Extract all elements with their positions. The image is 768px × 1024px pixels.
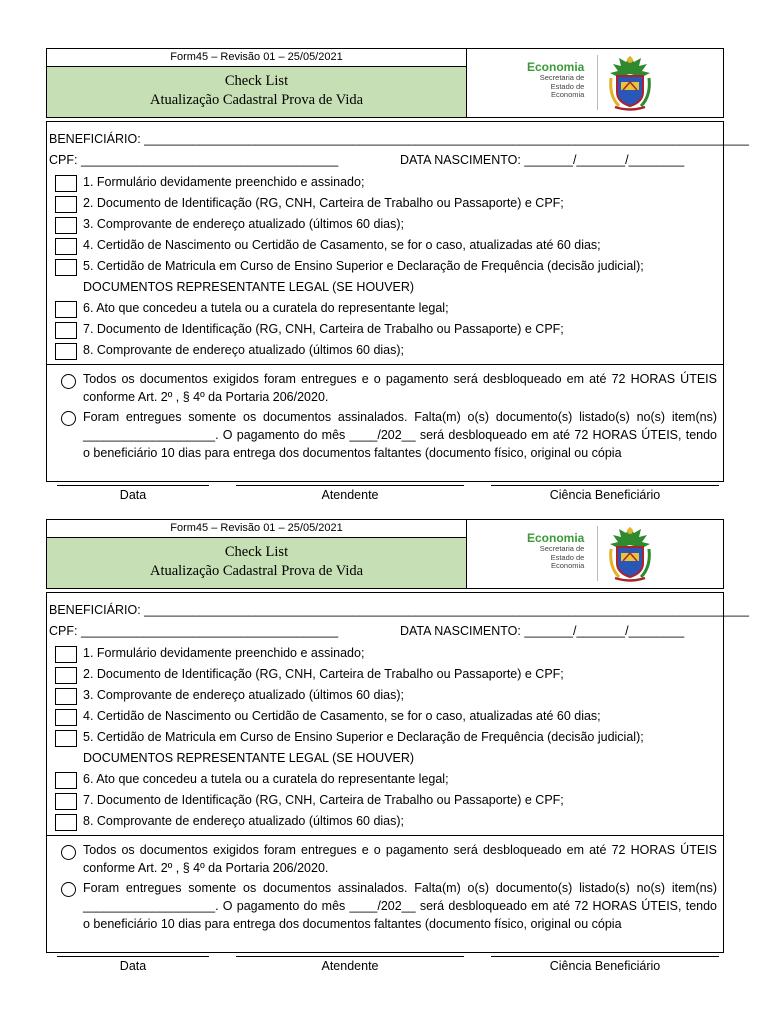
checklist-item-label: 6. Ato que concedeu a tutela ou a curatela do representante legal;: [83, 301, 449, 315]
checklist-item-label: 4. Certidão de Nascimento ou Certidão de Casamento, se for o caso, atualizadas até 60 dias;: [83, 709, 601, 723]
header-logo-box: [465, 519, 724, 589]
checkbox-item-8[interactable]: [55, 343, 77, 360]
birthdate-field[interactable]: DATA NASCIMENTO: _______/_______/________: [400, 153, 685, 167]
option-partial-delivered-text: Foram entregues somente os documentos assinalados. Falta(m) o(s) documento(s) listado(s) no(s) item(ns) ___________________. O pagamento do mês ____/202__ será desbloqueado em até 72 HORAS ÚTEIS, tendo o beneficiário 10 dias para entrega dos documentos faltantes (documento físico, original ou cópia: [83, 410, 717, 460]
checkbox-item-7[interactable]: [55, 793, 77, 810]
logo-sub-1: Secretaria de: [539, 73, 585, 82]
option-all-delivered-radio[interactable]: [61, 845, 76, 860]
confirmation-section: [47, 365, 723, 502]
form-title: [47, 67, 466, 117]
logo-sub-2: Estado de: [550, 552, 585, 562]
checkbox-item-1[interactable]: [55, 646, 77, 663]
checkbox-item-5[interactable]: [55, 259, 77, 276]
signature-line-atendente: [236, 956, 464, 957]
option-partial-delivered-text: Foram entregues somente os documentos assinalados. Falta(m) o(s) documento(s) listado(s) no(s) item(ns) ___________________. O pagamento do mês ____/202__ será desbloqueado em até 72 HORAS ÚTEIS, tendo o beneficiário 10 dias para entrega dos documentos faltantes (documento físico, original ou cópia: [83, 881, 717, 931]
checkbox-item-7[interactable]: [55, 322, 77, 339]
state-crest-icon: [605, 523, 655, 585]
signature-label-ciencia: Ciência Beneficiário: [549, 488, 661, 502]
state-crest-icon: [605, 52, 655, 114]
header-title-box: [46, 48, 467, 118]
signature-line-data: [57, 956, 209, 957]
checkbox-item-1[interactable]: [55, 175, 77, 192]
beneficiario-field[interactable]: BENEFICIÁRIO: _______________________________________________________________________________________: [49, 603, 749, 617]
option-partial-delivered-radio[interactable]: [61, 411, 76, 426]
checklist-item-label: 4. Certidão de Nascimento ou Certidão de Casamento, se for o caso, atualizadas até 60 dias;: [83, 238, 601, 252]
checkbox-item-6[interactable]: [55, 772, 77, 789]
cpf-field[interactable]: CPF: _____________________________________: [49, 153, 339, 167]
legal-representative-heading: DOCUMENTOS REPRESENTANTE LEGAL (SE HOUVER): [83, 280, 415, 294]
option-all-delivered-text: Todos os documentos exigidos foram entregues e o pagamento será desbloqueado em até 72 HORAS ÚTEIS conforme Art. 2º , § 4º da Portaria 206/2020.: [83, 843, 717, 875]
title-line-2: Atualização Cadastral Prova de Vida: [149, 92, 364, 108]
logo-sub-3: Economia: [551, 90, 585, 99]
checklist-item-label: 1. Formulário devidamente preenchido e assinado;: [83, 646, 365, 660]
option-all-delivered-radio[interactable]: [61, 374, 76, 389]
logo-name: Economia: [527, 531, 585, 545]
form-header: [46, 519, 724, 589]
checklist-item-label: 7. Documento de Identificação (RG, CNH, Carteira de Trabalho ou Passaporte) e CPF;: [83, 322, 564, 336]
checklist-item-label: 3. Comprovante de endereço atualizado (últimos 60 dias);: [83, 688, 405, 702]
checklist-item-label: 5. Certidão de Matricula em Curso de Ensino Superior e Declaração de Frequência (decisão judicial);: [83, 259, 644, 273]
signature-label-atendente: Atendente: [321, 488, 379, 502]
checkbox-item-2[interactable]: [55, 667, 77, 684]
economia-logo: [527, 532, 584, 571]
checkbox-item-2[interactable]: [55, 196, 77, 213]
birthdate-field[interactable]: DATA NASCIMENTO: _______/_______/________: [400, 624, 685, 638]
signature-label-ciencia: Ciência Beneficiário: [549, 959, 661, 973]
checklist-item-label: 5. Certidão de Matricula em Curso de Ensino Superior e Declaração de Frequência (decisão judicial);: [83, 730, 644, 744]
checkbox-item-3[interactable]: [55, 217, 77, 234]
checklist-item-label: 8. Comprovante de endereço atualizado (últimos 60 dias);: [83, 343, 405, 357]
checklist-item-label: 2. Documento de Identificação (RG, CNH, Carteira de Trabalho ou Passaporte) e CPF;: [83, 196, 564, 210]
header-logo-box: [465, 48, 724, 118]
checkbox-item-3[interactable]: [55, 688, 77, 705]
economia-logo: [527, 61, 584, 100]
form-header: [46, 48, 724, 118]
form-body: [46, 121, 749, 502]
form-body: [46, 592, 749, 973]
signature-label-atendente: Atendente: [321, 959, 379, 973]
signature-line-ciencia: [491, 485, 719, 486]
logo-divider: [597, 55, 598, 110]
signature-line-ciencia: [491, 956, 719, 957]
revision-label: Form45 – Revisão 01 – 25/05/2021: [47, 520, 466, 538]
checklist-item-label: 6. Ato que concedeu a tutela ou a curatela do representante legal;: [83, 772, 449, 786]
title-line-2: Atualização Cadastral Prova de Vida: [149, 563, 364, 579]
checklist-item-label: 2. Documento de Identificação (RG, CNH, Carteira de Trabalho ou Passaporte) e CPF;: [83, 667, 564, 681]
title-line-1: Check List: [224, 73, 289, 89]
form-title: [47, 538, 466, 588]
logo-sub-2: Estado de: [550, 81, 585, 91]
logo-sub-1: Secretaria de: [539, 544, 585, 553]
checkbox-item-8[interactable]: [55, 814, 77, 831]
beneficiario-field[interactable]: BENEFICIÁRIO: _______________________________________________________________________________________: [49, 132, 749, 146]
legal-representative-heading: DOCUMENTOS REPRESENTANTE LEGAL (SE HOUVER): [83, 751, 415, 765]
checklist-item-label: 3. Comprovante de endereço atualizado (últimos 60 dias);: [83, 217, 405, 231]
checkbox-item-4[interactable]: [55, 709, 77, 726]
checklist-item-label: 1. Formulário devidamente preenchido e assinado;: [83, 175, 365, 189]
checkbox-item-5[interactable]: [55, 730, 77, 747]
cpf-field[interactable]: CPF: _____________________________________: [49, 624, 339, 638]
checkbox-item-4[interactable]: [55, 238, 77, 255]
logo-divider: [597, 526, 598, 581]
option-partial-delivered-radio[interactable]: [61, 882, 76, 897]
option-all-delivered-text: Todos os documentos exigidos foram entregues e o pagamento será desbloqueado em até 72 HORAS ÚTEIS conforme Art. 2º , § 4º da Portaria 206/2020.: [83, 372, 717, 404]
logo-name: Economia: [527, 60, 585, 74]
header-title-box: [46, 519, 467, 589]
checklist-item-label: 8. Comprovante de endereço atualizado (últimos 60 dias);: [83, 814, 405, 828]
signature-line-atendente: [236, 485, 464, 486]
signature-label-data: Data: [119, 959, 147, 973]
checklist-item-label: 7. Documento de Identificação (RG, CNH, Carteira de Trabalho ou Passaporte) e CPF;: [83, 793, 564, 807]
title-line-1: Check List: [224, 544, 289, 560]
checkbox-item-6[interactable]: [55, 301, 77, 318]
signature-label-data: Data: [119, 488, 147, 502]
logo-sub-3: Economia: [551, 561, 585, 570]
revision-label: Form45 – Revisão 01 – 25/05/2021: [47, 49, 466, 67]
confirmation-section: [47, 836, 723, 973]
signature-line-data: [57, 485, 209, 486]
